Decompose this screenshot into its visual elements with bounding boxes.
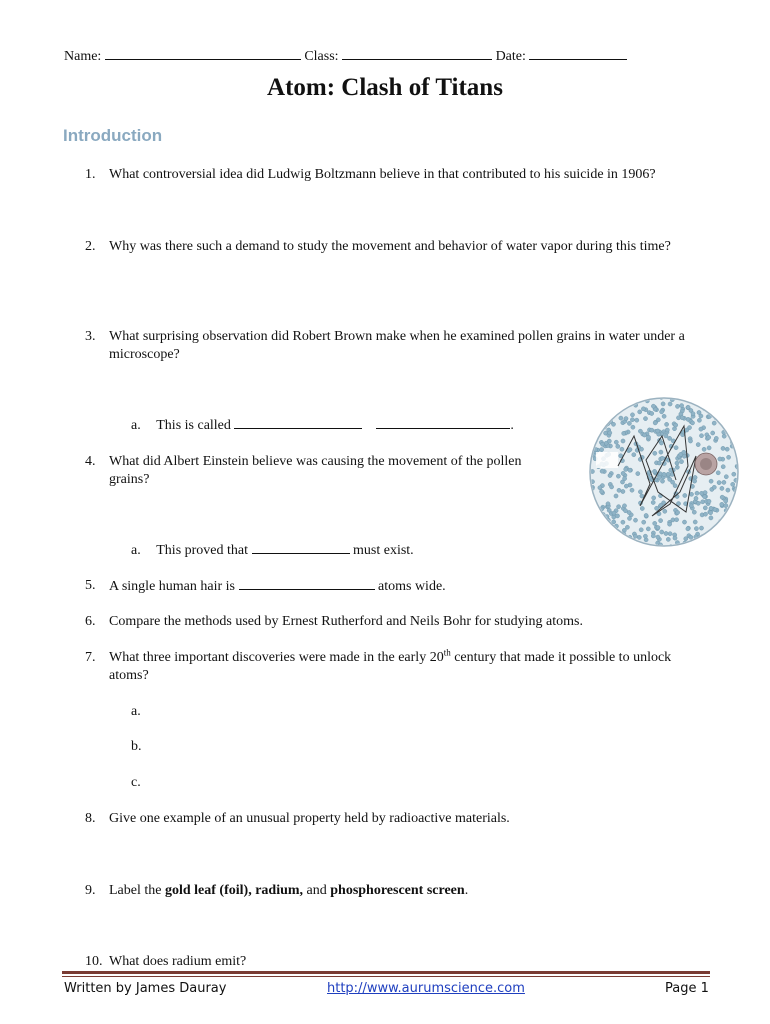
footer-author: Written by James Dauray: [64, 981, 227, 996]
footer-page-number: Page 1: [665, 981, 709, 996]
question-2: 2. Why was there such a demand to study the movement and behavior of water vapor during this time?: [85, 239, 671, 254]
name-blank[interactable]: [105, 47, 301, 60]
question-6: 6. Compare the methods used by Ernest Rutherford and Neils Bohr for studying atoms.: [85, 614, 583, 629]
footer-rule-thick: [62, 971, 710, 974]
footer-link[interactable]: http://www.aurumscience.com: [327, 981, 525, 996]
answer-blank-4a[interactable]: [252, 541, 350, 554]
question-8: 8. Give one example of an unusual property held by radioactive materials.: [85, 811, 510, 826]
question-3a: a. This is called .: [131, 418, 514, 433]
date-label: Date:: [495, 49, 526, 64]
class-blank[interactable]: [342, 47, 492, 60]
question-7: 7. What three important discoveries were made in the early 20th century that made it possible to unlock atoms?: [85, 647, 672, 683]
answer-blank-3a-2[interactable]: [376, 416, 510, 429]
section-heading: Introduction: [63, 126, 163, 145]
question-9: 9. Label the gold leaf (foil), radium, and phosphorescent screen.: [85, 883, 469, 898]
question-7c: c.: [131, 775, 141, 790]
date-blank[interactable]: [529, 47, 627, 60]
question-5: 5. A single human hair is atoms wide.: [85, 578, 446, 594]
question-4: 4. What did Albert Einstein believe was causing the movement of the pollen grains?: [85, 454, 522, 487]
name-label: Name:: [64, 49, 102, 64]
footer-rule-thin: [62, 976, 710, 977]
header-fields: [64, 47, 627, 65]
question-3: 3. What surprising observation did Robert Brown make when he examined pollen grains in water under a microscope?: [85, 329, 685, 362]
question-10: 10. What does radium emit?: [85, 954, 247, 969]
question-4a: a. This proved that must exist.: [131, 543, 414, 558]
question-1: 1. What controversial idea did Ludwig Boltzmann believe in that contributed to his suicide in 1906?: [85, 167, 656, 182]
page-title: Atom: Clash of Titans: [267, 74, 503, 101]
brownian-motion-diagram-icon: [588, 396, 740, 548]
answer-blank-5[interactable]: [239, 577, 375, 590]
answer-blank-3a-1[interactable]: [234, 416, 362, 429]
class-label: Class:: [304, 49, 339, 64]
question-7b: b.: [131, 739, 142, 754]
question-7a: a.: [131, 704, 141, 719]
